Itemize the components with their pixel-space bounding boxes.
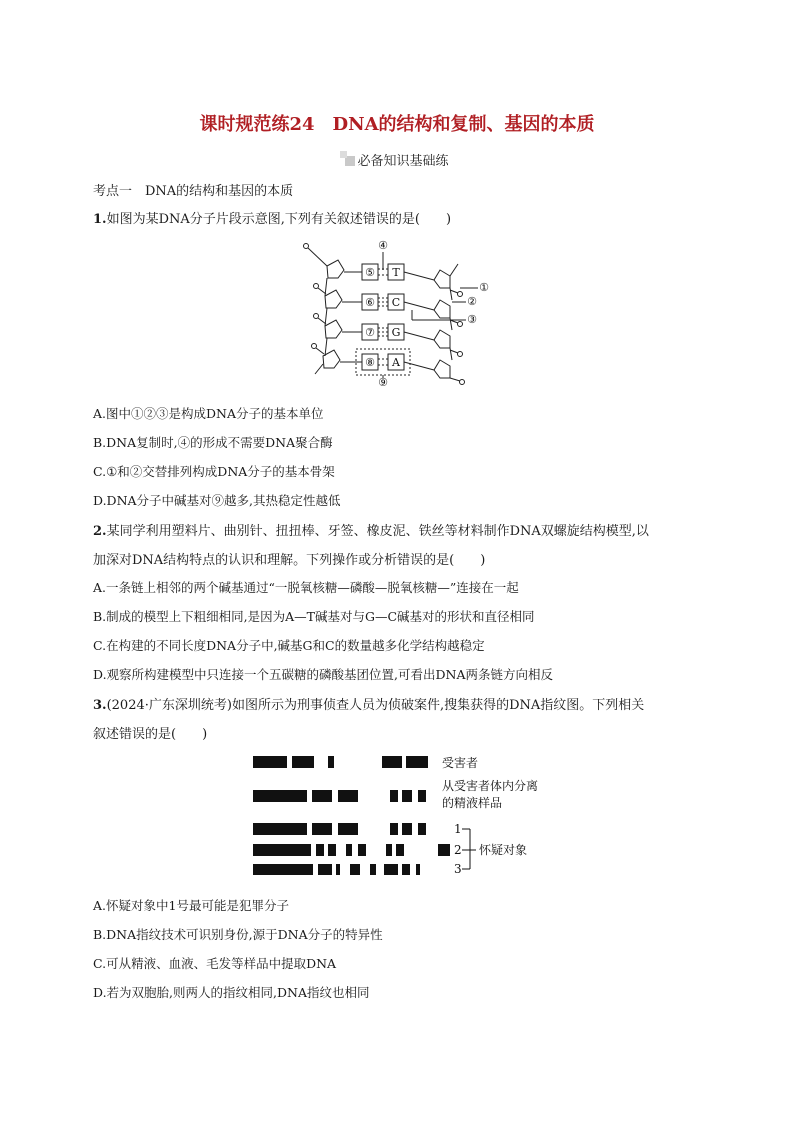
band <box>406 756 428 768</box>
left-sugar-3 <box>325 320 342 338</box>
label-sample-1: 从受害者体内分离 <box>442 779 539 793</box>
band <box>358 844 366 856</box>
question-1-stem <box>93 208 451 227</box>
band <box>396 844 404 856</box>
question-3-text-1: (2024·广东深圳统考)如图所示为刑事侦查人员为侦破案件,搜集获得的DNA指纹图。下列相关 <box>106 698 645 713</box>
band <box>318 864 332 875</box>
label-suspects: 怀疑对象 <box>479 843 528 857</box>
question-1-option-d: D.DNA分子中碱基对⑨越多,其热稳定性越低 <box>93 493 341 508</box>
label-7: ⑦ <box>365 326 375 339</box>
label-suspect-2: 2 <box>454 843 462 857</box>
label-A: A <box>392 356 400 369</box>
band <box>312 790 332 802</box>
label-C: C <box>391 296 401 309</box>
band <box>346 844 352 856</box>
question-2-stem-line1 <box>93 520 649 539</box>
band <box>328 844 336 856</box>
right-sugar-2 <box>434 300 450 318</box>
band <box>402 823 412 835</box>
band <box>370 864 376 875</box>
band <box>336 864 340 875</box>
question-3-option-d: D.若为双胞胎,则两人的指纹相同,DNA指纹也相同 <box>93 985 370 1000</box>
label-6: ⑥ <box>365 296 375 309</box>
question-2-option-b: B.制成的模型上下粗细相同,是因为A—T碱基对与G—C碱基对的形状和直径相同 <box>93 609 535 624</box>
band <box>316 844 324 856</box>
band <box>338 790 358 802</box>
question-2-text-1: 某同学利用塑料片、曲别针、扭扭棒、牙签、橡皮泥、铁丝等材料制作DNA双螺旋结构模型,以 <box>106 524 649 539</box>
band <box>253 790 307 802</box>
band <box>402 864 410 875</box>
label-4: ④ <box>378 239 388 252</box>
label-T: T <box>392 266 400 279</box>
right-phosphate-1 <box>458 292 463 297</box>
label-sample-2: 的精液样品 <box>442 796 503 810</box>
question-3-option-c: C.可从精液、血液、毛发等样品中提取DNA <box>93 956 337 971</box>
band <box>416 864 420 875</box>
topic-heading: 考点一 DNA的结构和基因的本质 <box>93 184 294 199</box>
band <box>390 823 398 835</box>
band <box>253 823 307 835</box>
right-sugar-1 <box>434 270 450 288</box>
question-1-text: 如图为某DNA分子片段示意图,下列有关叙述错误的是( ) <box>106 212 452 227</box>
label-8: ⑧ <box>365 356 375 369</box>
band <box>438 844 450 856</box>
band <box>382 756 402 768</box>
left-sugar-2 <box>325 290 342 308</box>
left-phosphate-4 <box>312 344 317 349</box>
right-phosphate-4 <box>460 380 465 385</box>
band <box>253 844 311 856</box>
left-backbone-segment <box>308 248 327 266</box>
label-G: G <box>391 326 401 339</box>
question-2-option-a: A.一条链上相邻的两个碱基通过“一脱氧核糖—磷酸—脱氧核糖—”连接在一起 <box>93 580 519 595</box>
left-phosphate-1 <box>304 244 309 249</box>
question-3-option-a: A.怀疑对象中1号最可能是犯罪分子 <box>93 898 289 913</box>
label-suspect-3: 3 <box>454 862 462 876</box>
section-heading <box>0 150 794 169</box>
label-9: ⑨ <box>378 376 388 386</box>
page-title: 课时规范练24 DNA的结构和复制、基因的本质 <box>199 114 595 135</box>
question-1-option-c: C.①和②交替排列构成DNA分子的基本骨架 <box>93 464 335 479</box>
label-suspect-1: 1 <box>454 822 462 836</box>
band <box>384 864 398 875</box>
left-phosphate-2 <box>314 284 319 289</box>
right-sugar-3 <box>434 330 450 348</box>
left-phosphate-3 <box>314 314 319 319</box>
band <box>418 823 426 835</box>
question-1-option-a: A.图中①②③是构成DNA分子的基本单位 <box>93 406 324 421</box>
band <box>350 864 360 875</box>
label-5: ⑤ <box>365 266 375 279</box>
band <box>253 756 287 768</box>
question-2-stem-line2: 加深对DNA结构特点的认识和理解。下列操作或分析错误的是( ) <box>93 553 486 568</box>
question-1-option-b: B.DNA复制时,④的形成不需要DNA聚合酶 <box>93 435 333 450</box>
left-sugar-1 <box>327 260 344 278</box>
section-marker-icon <box>345 156 355 166</box>
band <box>312 823 332 835</box>
band <box>390 790 398 802</box>
label-victim: 受害者 <box>442 756 479 770</box>
question-3-number: 3. <box>93 698 107 713</box>
right-phosphate-3 <box>458 352 463 357</box>
band <box>253 864 313 875</box>
question-3-stem-line2: 叙述错误的是( ) <box>93 727 208 742</box>
question-2-option-c: C.在构建的不同长度DNA分子中,碱基G和C的数量越多化学结构越稳定 <box>93 638 485 653</box>
right-phosphate-2 <box>458 322 463 327</box>
band <box>338 823 358 835</box>
band <box>292 756 314 768</box>
band <box>386 844 392 856</box>
question-1-number: 1. <box>93 212 107 227</box>
dna-fingerprint-diagram <box>250 752 550 882</box>
band <box>418 790 426 802</box>
band <box>402 790 412 802</box>
right-sugar-4 <box>434 360 450 378</box>
section-heading-text: 必备知识基础练 <box>357 154 449 169</box>
dna-structure-diagram <box>300 236 500 386</box>
band <box>328 756 334 768</box>
question-3-option-b: B.DNA指纹技术可识别身份,源于DNA分子的特异性 <box>93 927 383 942</box>
question-2-option-d: D.观察所构建模型中只连接一个五碳糖的磷酸基团位置,可看出DNA两条链方向相反 <box>93 667 554 682</box>
question-3-stem-line1 <box>93 694 644 713</box>
question-2-number: 2. <box>93 524 107 539</box>
label-2: ② <box>467 295 477 308</box>
label-3: ③ <box>467 313 477 326</box>
label-1: ① <box>479 281 489 294</box>
